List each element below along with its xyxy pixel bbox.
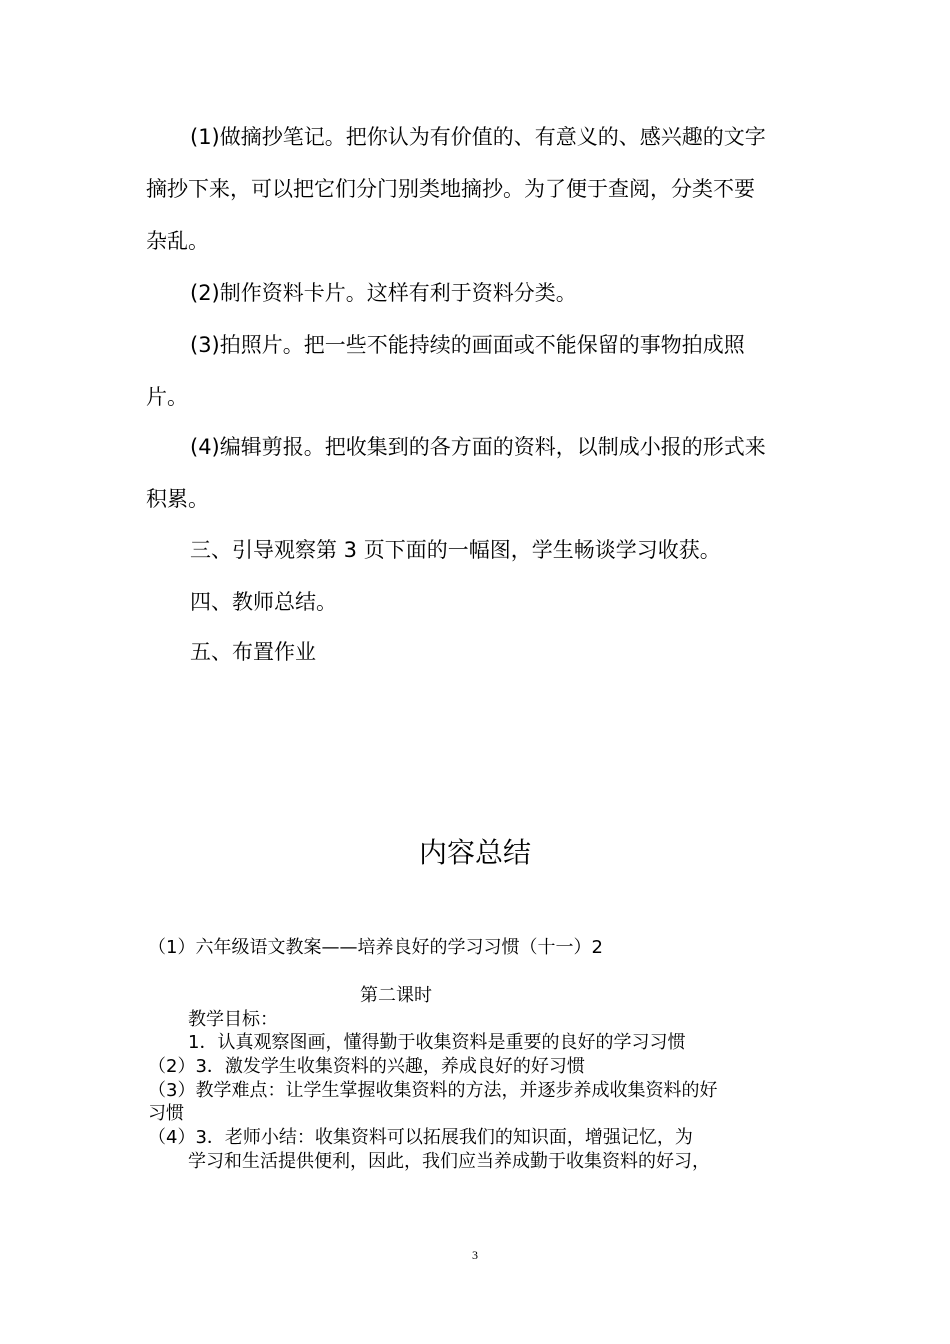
paragraph-line: (2)制作资料卡片。这样有利于资料分类。 (190, 281, 577, 305)
summary-title: 内容总结 (418, 836, 531, 869)
paragraph-line: 五、布置作业 (190, 640, 316, 664)
summary-line: （2）3．激发学生收集资料的兴趣，养成良好的好习惯 (148, 1056, 585, 1077)
paragraph-line: 三、引导观察第 3 页下面的一幅图，学生畅谈学习收获。 (190, 538, 721, 562)
lesson-heading: 第二课时 (360, 985, 432, 1006)
summary-line: （4）3．老师小结：收集资料可以拓展我们的知识面，增强记忆，为 (148, 1127, 693, 1148)
summary-line: 1．认真观察图画，懂得勤于收集资料是重要的良好的学习习惯 (188, 1032, 686, 1053)
paragraph-line: 摘抄下来，可以把它们分门别类地摘抄。为了便于查阅，分类不要 (146, 177, 755, 201)
summary-line: （3）教学难点：让学生掌握收集资料的方法，并逐步养成收集资料的好 (148, 1080, 718, 1101)
summary-line: 习惯 (148, 1103, 184, 1124)
summary-line: 教学目标： (188, 1009, 278, 1030)
summary-line: 学习和生活提供便利，因此，我们应当养成勤于收集资料的好习， (188, 1151, 710, 1172)
paragraph-line: (3)拍照片。把一些不能持续的画面或不能保留的事物拍成照 (190, 333, 745, 357)
paragraph-line: (4)编辑剪报。把收集到的各方面的资料，以制成小报的形式来 (190, 435, 766, 459)
paragraph-line: (1)做摘抄笔记。把你认为有价值的、有意义的、感兴趣的文字 (190, 125, 766, 149)
paragraph-line: 片。 (146, 385, 188, 409)
paragraph-line: 积累。 (146, 487, 209, 511)
paragraph-line: 杂乱。 (146, 229, 209, 253)
paragraph-line: 四、教师总结。 (190, 590, 337, 614)
page-number: 3 (472, 1248, 478, 1262)
summary-line: （1）六年级语文教案——培养良好的学习习惯（十一）2 (148, 937, 603, 958)
